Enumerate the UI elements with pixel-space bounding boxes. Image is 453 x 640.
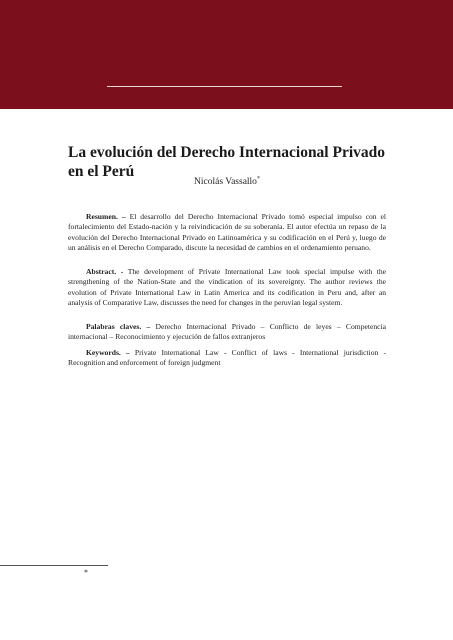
author-line [68,176,386,187]
banner-rule [107,86,342,87]
resumen-paragraph [68,212,386,253]
palabras-claves-text: Derecho Internacional Privado – Conflicto de leyes – Competencia internacional – Reconocimiento y ejecución de fallos extranjeros [68,322,386,342]
article-title: La evolución del Derecho Internacional Privado en el Perú [68,144,386,180]
palabras-claves-paragraph [68,322,386,343]
footnote-mark: * [84,568,88,577]
author-footnote-mark: * [256,176,260,182]
resumen-label: Resumen. – [86,212,126,221]
footnote-divider [0,565,108,566]
abstract-label: Abstract. - [86,267,124,276]
palabras-claves-label: Palabras claves. – [86,322,151,331]
author-name: Nicolás Vassallo [194,177,257,188]
keywords-label: Keywords. – [86,348,130,357]
resumen-text: El desarrollo del Derecho Internacional Privado tomó especial impulso con el fortalecimiento del Estado-nación y la reivindicación de su soberanía. El autor efectúa un repaso de la evolución del Derecho Internacional Privado en Latinoamérica y su codificación en el Perú y, luego de un análisis en el Derecho Comparado, discute la necesidad de cambios en el ordenamiento peruano. [68,212,386,252]
keywords-text: Private International Law - Conflict of laws - International jurisdiction - Recognition and enforcement of foreign judgment [68,348,386,368]
keywords-paragraph [68,348,386,369]
abstract-text: The development of Private International Law took special impulse with the strengthening of the Nation-State and the vindication of its sovereignty. The author reviews the evolution of Private International Law in Latin America and its codification in Peru and, after an analysis of Comparative Law, discusses the need for changes in the peruvian legal system. [68,267,386,307]
abstract-paragraph [68,267,386,308]
header-banner [0,0,453,109]
